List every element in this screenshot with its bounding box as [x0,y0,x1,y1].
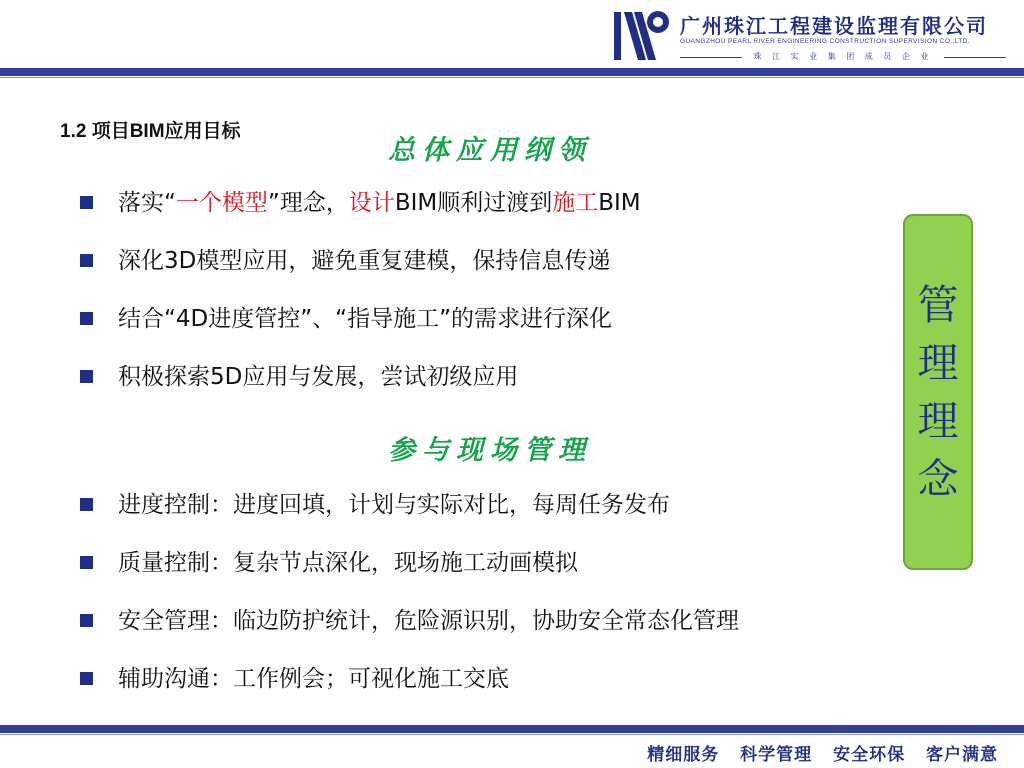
list-item [80,662,739,720]
footer-slogan [633,740,998,765]
bullet-square-icon [80,254,93,267]
company-tagline: 珠 江 实 业 集 团 成 员 企 业 [753,52,933,61]
concept-char: 念 [917,455,959,503]
highlight-construction: 施工 [552,190,599,216]
slogan-item: 科学管理 [740,745,813,765]
list-item-text: 安全管理：临边防护统计，危险源识别，协助安全常态化管理 [118,608,739,634]
slogan-item: 客户满意 [926,745,998,765]
list-item [80,244,641,302]
list-item [80,302,641,360]
footer-band-thin [0,734,1024,735]
list-item [80,604,739,662]
slogan-item: 安全环保 [833,745,906,765]
concept-char: 管 [917,281,959,329]
header-band-thin [0,77,1024,78]
company-logo-block [612,8,1008,64]
concept-char: 理 [917,339,959,387]
list-item-text: 进度控制：进度回填，计划与实际对比，每周任务发布 [118,492,670,518]
heading-site-management: 参与现场管理 [388,435,592,466]
bullet-square-icon [80,370,93,383]
bullet-square-icon [80,672,93,685]
site-management-list [80,488,739,720]
list-item-text: 积极探索5D应用与发展，尝试初级应用 [118,364,519,390]
footer-band [0,725,1024,733]
heading-overall-guideline: 总体应用纲领 [388,135,592,166]
bullet-square-icon [80,614,93,627]
highlight-one-model: 一个模型 [175,190,268,216]
highlight-design: 设计 [348,190,395,216]
list-item-text: 深化3D模型应用，避免重复建模，保持信息传递 [118,248,611,274]
bullet-square-icon [80,312,93,325]
management-concept-box [903,214,973,570]
company-logo-icon [612,8,672,64]
list-item-text: 辅助沟通：工作例会；可视化施工交底 [118,666,509,692]
tag-divider-right [944,57,1006,58]
company-name-en: GUANGZHOU PEARL RIVER ENGINEERING CONSTRUCTION SUPERVISION CO.,LTD. [680,38,970,45]
list-item: 落实“一个模型”理念，设计BIM顺利过渡到施工BIM [80,186,641,244]
list-item-text: 质量控制：复杂节点深化，现场施工动画模拟 [118,550,578,576]
section-title: 1.2 项目BIM应用目标 [60,121,241,142]
list-item [80,488,739,546]
bullet-square-icon [80,498,93,511]
bullet-square-icon [80,556,93,569]
company-name-cn: 广州珠江工程建设监理有限公司 [680,14,988,38]
list-item-text: 结合“4D进度管控”、“指导施工”的需求进行深化 [118,306,613,332]
slogan-item: 精细服务 [647,745,720,765]
header-band [0,68,1024,76]
list-item [80,546,739,604]
list-item [80,360,641,418]
bullet-square-icon [80,196,93,209]
guideline-list [80,186,641,418]
concept-char: 理 [917,397,959,445]
